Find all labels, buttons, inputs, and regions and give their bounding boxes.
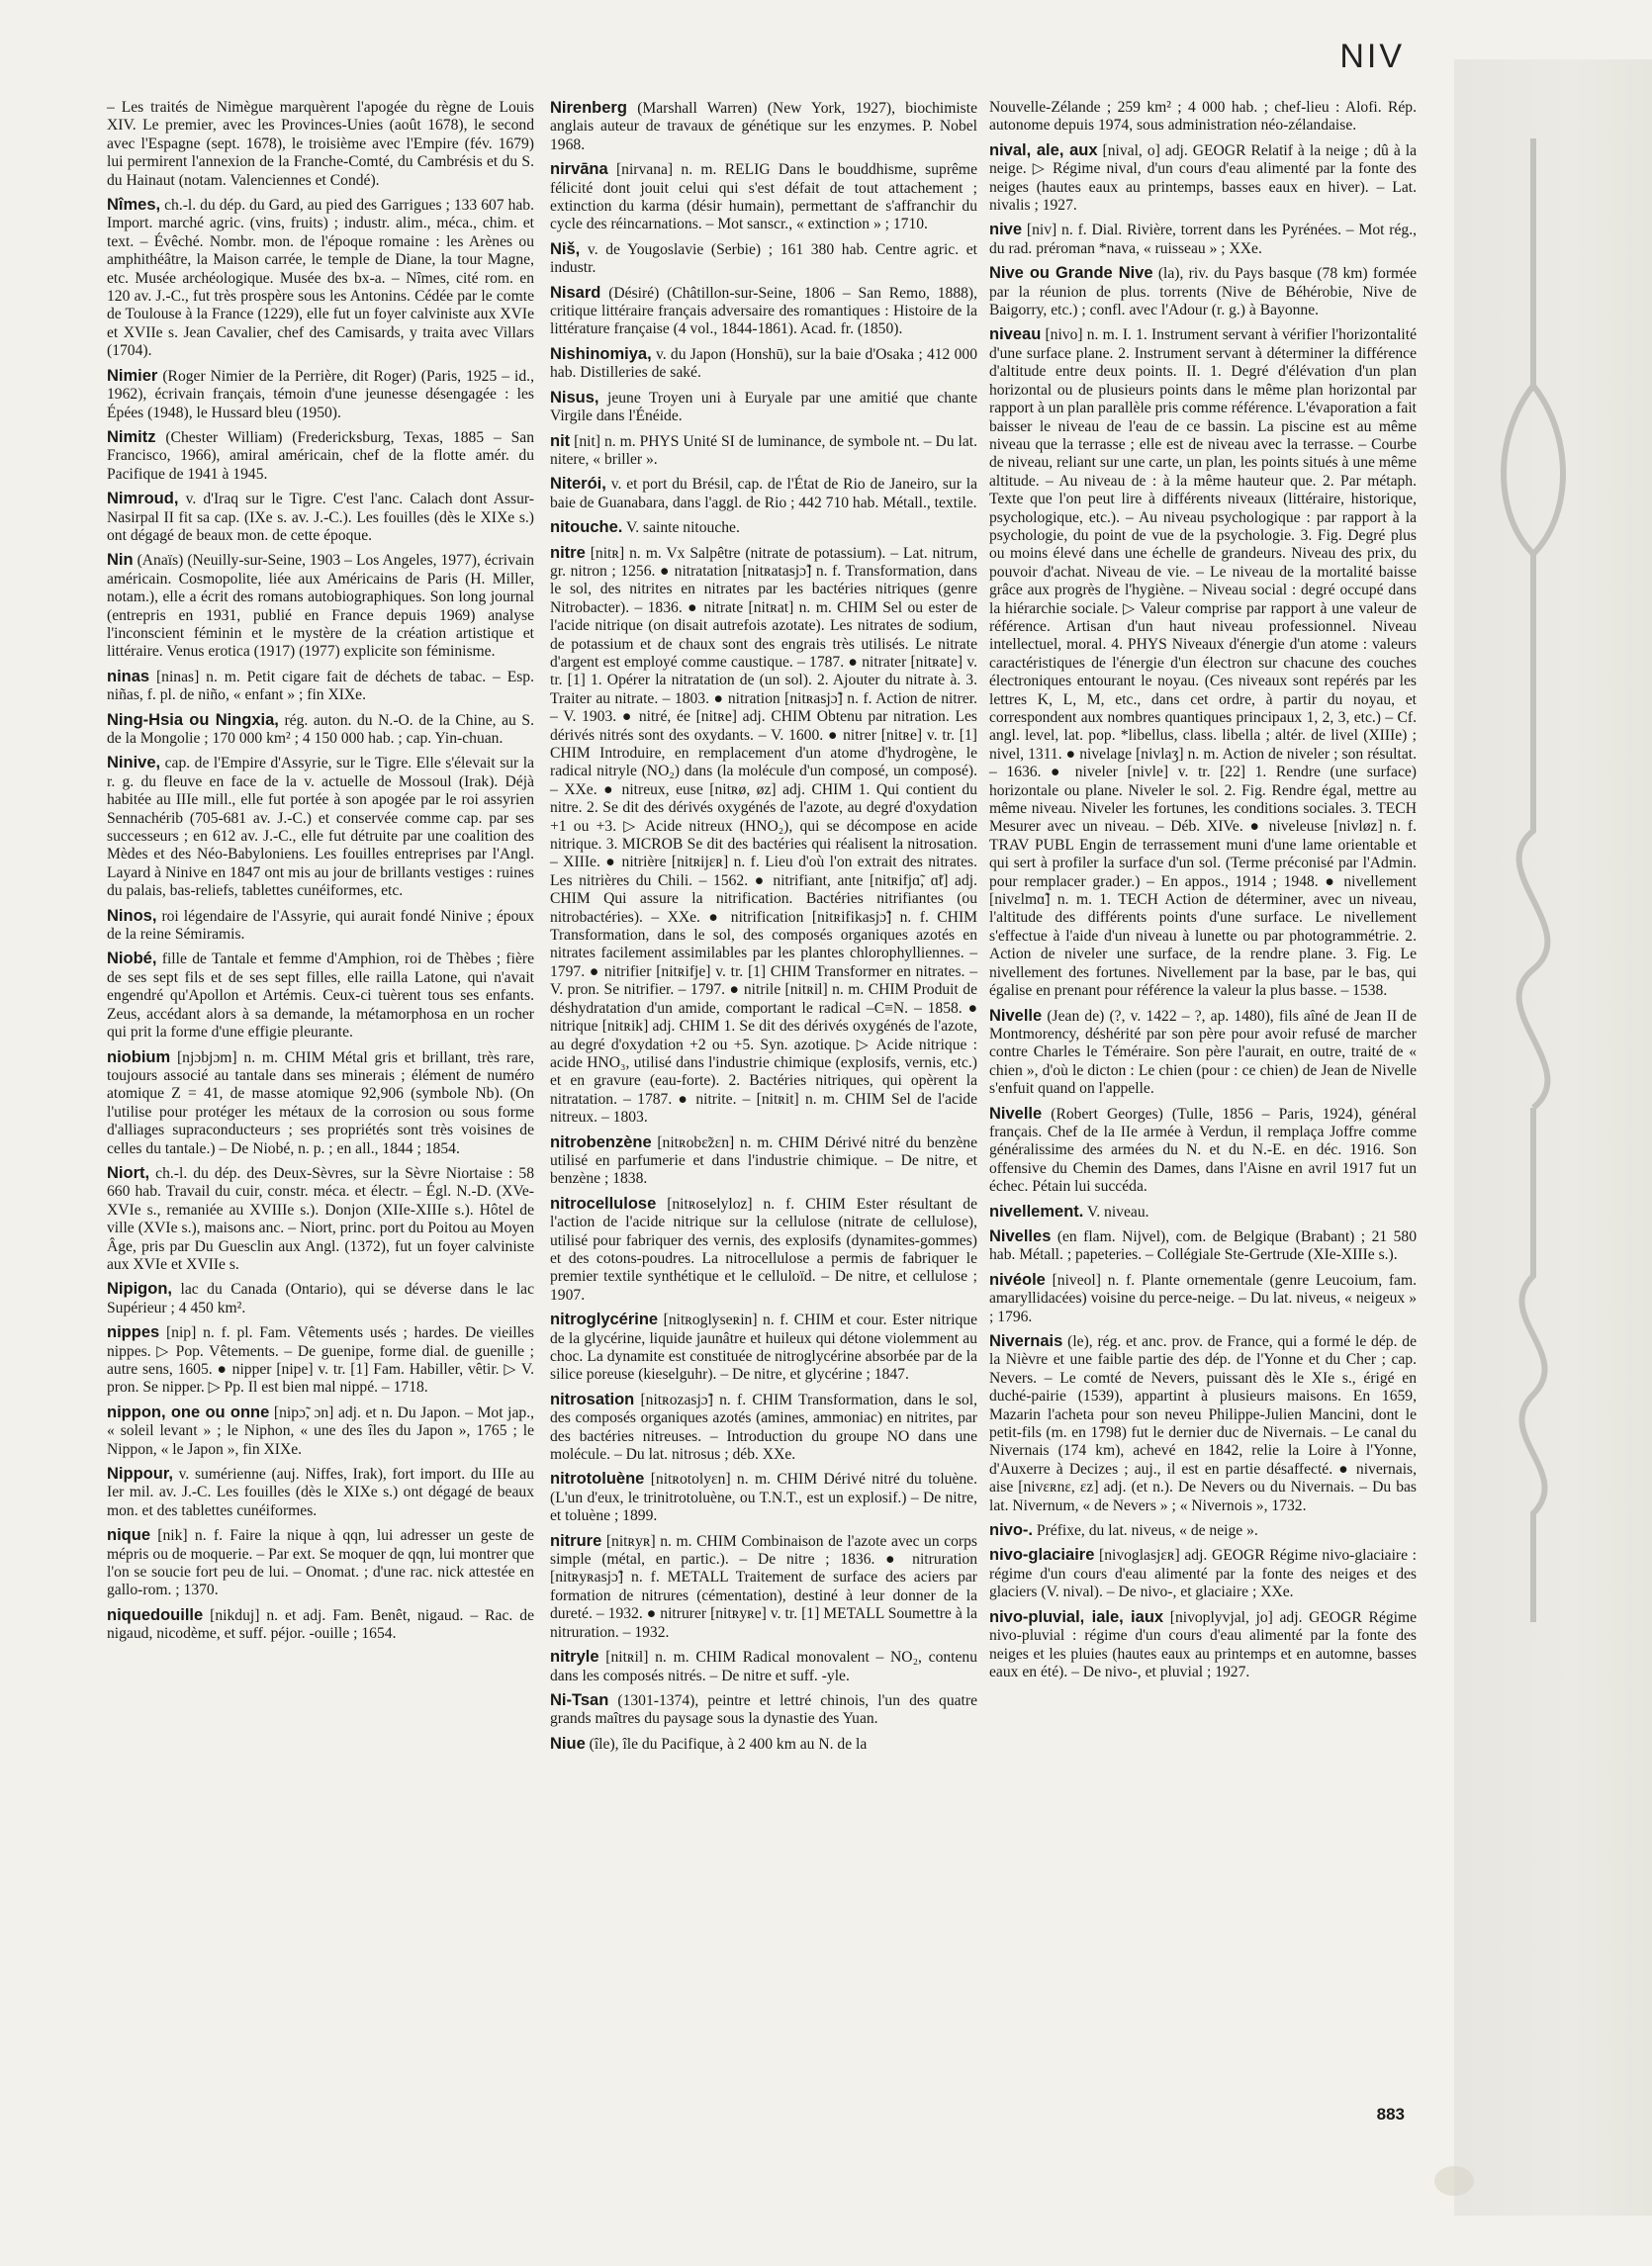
dictionary-entry — [550, 345, 977, 383]
dictionary-entry — [989, 1546, 1417, 1601]
entry-definition: V. niveau. — [1087, 1203, 1149, 1221]
entry-headword: Nisus, — [550, 388, 599, 407]
dictionary-entry — [989, 99, 1417, 136]
entry-definition: lac du Canada (Ontario), qui se déverse dans le lac Supérieur ; 4 450 km². — [107, 1281, 535, 1316]
entry-headword: Nirenberg — [550, 99, 627, 117]
dictionary-entry — [107, 1323, 534, 1398]
entry-headword: nique — [107, 1526, 150, 1545]
entry-definition: [nitʀil] n. m. CHIM Radical monovalent – NO₂, contenu dans les composés nitrés. – De nitre et suff. -yle. — [550, 1649, 978, 1684]
dictionary-entry — [107, 367, 534, 422]
dictionary-entry — [550, 160, 977, 234]
dictionary-entry — [107, 1280, 534, 1317]
entry-headword: Nippour, — [107, 1465, 173, 1484]
dictionary-entry — [989, 1608, 1417, 1682]
dictionary-entry — [989, 1007, 1417, 1099]
entry-definition: [niveol] n. f. Plante ornementale (genre Leucoium, fam. amaryllidacées) voisine du perce-neige. – Du lat. niveus, « neigeux » ; 1796. — [989, 1271, 1417, 1325]
entry-headword: nitrotoluène — [550, 1470, 645, 1489]
entry-definition: (île), île du Pacifique, à 2 400 km au N. de la — [589, 1735, 868, 1753]
dictionary-entry — [550, 1391, 977, 1465]
page-number: 883 — [1376, 2105, 1405, 2124]
entry-headword: nivéole — [989, 1270, 1046, 1289]
dictionary-entry — [107, 196, 534, 361]
dictionary-entry — [550, 432, 977, 470]
entry-headword: nitouche. — [550, 518, 623, 537]
entry-headword: nirvāna — [550, 160, 608, 179]
dictionary-entry — [550, 1735, 977, 1754]
entry-definition: [nitʀoselyloz] n. f. CHIM Ester résultant de l'action de l'acide nitrique sur la cellulose (nitrate de cellulose), utilisé pour fabriquer des vernis, des explosifs (dynamites-gommes) et des cotons-poudres. La nitrocellulose a permis de fabriquer le premier textile synthétique et le celluloïd. – De nitre, et cellulose ; 1907. — [550, 1195, 977, 1304]
entry-headword: nitre — [550, 543, 586, 562]
entry-headword: nitrocellulose — [550, 1194, 657, 1213]
dictionary-entry — [989, 1203, 1417, 1222]
entry-headword: Niobé, — [107, 950, 157, 968]
entry-definition: [nitʀyʀ] n. m. CHIM Combinaison de l'azote avec un corps simple (métal, en partic.). – De nitre ; 1836. ● nitruration [nitʀyʀasjɔ̃] n. f. METALL Traitement de surface des aciers par formation de nitrures (cémentation), destiné à leur donner de la dureté. – 1932. ● nitrurer [nitʀyʀe] v. tr. [1] METALL Soumettre à la nitruration. – 1932. — [550, 1532, 977, 1641]
entry-headword: Ninive, — [107, 754, 161, 772]
entry-definition: [nivo] n. m. I. 1. Instrument servant à vérifier l'horizontalité d'une surface plane. 2. Instrument servant à déterminer la différence d'altitude entre deux points. II. 1. Degré d'élévation d'un plan horizontal ou de plusieurs points dans le même plan horizontal par rapport à un plan parallèle pris comme référence. L'évaporation a fait baisser le niveau de l'eau de ce bassin. La piscine est au même niveau que la terrasse ; elle est de niveau avec la terrasse. – Courbe de niveau, reliant sur une carte, un plan, les points situés à une même altitude. – Au niveau de : à la même hauteur que. 2. Par métaph. Texte que l'on peut lire à différents niveaux (littéraire, historique, psychologique, etc.). – Au niveau psychologique : par rapport à la psychologie, du point de vue de la psychologie. 3. Fig. Degré plus ou moins élevé dans une échelle de grandeurs. Niveau des prix, du pouvoir d'achat. Niveau de vie. – Le niveau de la mortalité baisse grâce aux progrès de l'hygiène. – Niveau social : degré occupé dans la hiérarchie sociale. ▷ Valeur comprise par rapport à une valeur de référence. Artisan d'un haut niveau professionnel. Niveau intellectuel, moral. 4. PHYS Niveaux d'énergie d'un atome : valeurs caractéristiques de l'énergie d'un électron sur chacune des couches électroniques entourant le noyau. (Ces niveaux sont repérés par les lettres K, L, M, etc., dans cet ordre, à partir du noyau, et correspondent aux nombres quantiques principaux 1, 2, 3, etc.) – Cf. angl. level, lat. pop. *libellus, class. libella ; altér. de livel (XIIIe) ; nivel, 1311. ● nivelage [nivlaʒ] n. m. Action de niveler ; son résultat. – 1636. ● niveler [nivle] v. tr. [22] 1. Rendre (une surface) horizontale ou plane. Niveler le sol. 2. Fig. Rendre égal, mettre au même niveau. Niveler les fortunes, les conditions sociales. 3. TECH Mesurer avec un niveau. – Déb. XIVe. ● niveleuse [nivløz] n. f. TRAV PUBL Engin de terrassement muni d'une lame orientable et qui sert à profiler la surface d'un sol. (Terme préconisé par l'Admin. pour remplacer grader.) – En appos., 1914 ; 1948. ● nivellement [nivɛlmɑ̃] n. m. 1. TECH Action de déterminer, avec un niveau, l'altitude des différents points d'une surface. Le nivellement s'effectue à l'aide d'un niveau à lunette ou par photogrammétrie. 2. Action de niveler une surface, de la rendre plane. 3. Fig. Le nivellement des fortunes. Nivellement par la base, par le bas, qui égalise en prenant pour référence la valeur la plus basse. – 1538. — [989, 326, 1417, 1000]
entry-definition: ch.-l. du dép. des Deux-Sèvres, sur la Sèvre Niortaise : 58 660 hab. Travail du cuir, constr. méca. et électr. – Égl. N.-D. (XVe-XVIe s., remaniée au XVIIIe s.). Donjon (XIIe-XIIIe s.). Hôtel de ville (XVIe s.), maisons anc. – Niort, princ. port du Poitou au Moyen Âge, pris par Du Guesclin aux Angl. (1372), fut un foyer calviniste aux XVIe et XVIIe s. — [107, 1164, 534, 1273]
entry-definition: (en flam. Nijvel), com. de Belgique (Brabant) ; 21 580 hab. Métall. ; papeteries. – Collégiale Ste-Gertrude (XIe-XIIIe s.). — [989, 1227, 1417, 1264]
paper-stain — [1434, 2166, 1474, 2196]
entry-headword: Nipigon, — [107, 1280, 172, 1299]
dictionary-entry — [989, 1271, 1417, 1326]
entry-definition: (Chester William) (Fredericksburg, Texas, 1885 – San Francisco, 1966), amiral américain, chef de la flotte amér. du Pacifique de 1941 à 1945. — [107, 428, 534, 483]
entry-definition: [nivoglasjɛʀ] adj. GEOGR Régime nivo-glaciaire : régime d'un cours d'eau alimenté par la fonte des neiges et des glaciers (V. nival). – De nivo-, et glaciaire ; XXe. — [989, 1547, 1417, 1601]
entry-headword: nitrosation — [550, 1390, 635, 1408]
entry-definition: [nitʀozasjɔ̃] n. f. CHIM Transformation, dans le sol, des composés organiques azotés (amines, ammoniac) en nitrites, par des bactéries nitreuses. – Introduction du groupe NO dans une molécule. – Du lat. nitrosus ; déb. XXe. — [550, 1391, 977, 1464]
dictionary-entry — [550, 518, 977, 537]
dictionary-entry — [550, 1648, 977, 1685]
entry-headword: Nivelle — [989, 1104, 1043, 1123]
entry-headword: Nimier — [107, 366, 158, 385]
entry-definition: v. du Japon (Honshū), sur la baie d'Osaka ; 412 000 hab. Distilleries de saké. — [550, 345, 977, 382]
entry-definition: [nivoplyvjal, jo] adj. GEOGR Régime nivo-pluvial : régime d'un cours d'eau alimenté par la fonte des neiges et les pluies (hautes eaux au printemps et en automne, basses eaux en été). – De nivo-, et pluvial ; 1927. — [989, 1608, 1417, 1680]
dictionary-entry — [107, 950, 534, 1042]
dictionary-entry — [107, 428, 534, 484]
dictionary-entry — [550, 1311, 977, 1385]
dictionary-entry — [989, 221, 1417, 258]
entry-definition: (Roger Nimier de la Perrière, dit Roger) (Paris, 1925 – id., 1962), écrivain français, témoin d'une jeunesse désengagée : les Épées (1948), le Hussard bleu (1950). — [107, 367, 534, 421]
dictionary-entry — [107, 668, 534, 705]
dictionary-entry — [989, 1105, 1417, 1197]
entry-definition: [nitʀobɛ̃zɛn] n. m. CHIM Dérivé nitré du benzène utilisé en parfumerie et dans l'industrie chimique. – De nitre, et benzène ; 1838. — [550, 1133, 977, 1188]
dictionary-entry — [989, 1332, 1417, 1515]
entry-headword: nival, ale, aux — [989, 140, 1098, 159]
knot-illustration-icon — [1474, 138, 1593, 1622]
entry-definition: V. sainte nitouche. — [625, 519, 740, 537]
dictionary-entry — [989, 264, 1417, 319]
entry-headword: nit — [550, 431, 571, 450]
entry-headword: Ning-Hsia ou Ningxia, — [107, 710, 279, 729]
entry-headword: Nimroud, — [107, 490, 179, 508]
entry-headword: Niterói, — [550, 475, 606, 494]
entry-definition: [njɔbjɔm] n. m. CHIM Métal gris et brillant, très rare, toujours associé au tantale dans ses minerais ; élément de numéro atomique Z = 41, de masse atomique 92,906 (symbole Nb). (On l'utilise pour protéger les métaux de la corrosion ou sous forme d'alliages supraconducteurs ; ses propriétés sont très voisines de celles du tantale.) – De Niobé, n. p. ; en all., 1844 ; 1854. — [107, 1048, 534, 1157]
entry-definition: fille de Tantale et femme d'Amphion, roi de Thèbes ; fière de ses sept fils et de ses sept filles, elle railla Latone, qui n'avait engendré qu'Apollon et Artémis. Ceux-ci tuèrent tous ses enfants. Zeus, accédant alors à sa demande, la métamorphosa en un rocher qui prit la forme d'une effigie pleurante. — [107, 951, 534, 1042]
entry-headword: Nive ou Grande Nive — [989, 264, 1153, 283]
entry-definition: v. de Yougoslavie (Serbie) ; 161 380 hab. Centre agric. et industr. — [550, 240, 977, 277]
entry-headword: niobium — [107, 1047, 171, 1066]
entry-headword: nive — [989, 221, 1023, 239]
dictionary-column-1 — [107, 99, 534, 1650]
entry-headword: nitroglycérine — [550, 1311, 659, 1329]
entry-definition: [ninas] n. m. Petit cigare fait de déchets de tabac. – Esp. niñas, f. pl. de niño, « enfant » ; fin XIXe. — [107, 668, 535, 704]
entry-headword: Nivernais — [989, 1332, 1063, 1350]
entry-definition: Préfixe, du lat. niveus, « de neige ». — [1036, 1522, 1258, 1540]
dictionary-entry — [550, 1470, 977, 1525]
entry-definition: (Anaïs) (Neuilly-sur-Seine, 1903 – Los Angeles, 1977), écrivain américain. Cosmopolite, liée aux Américains de Paris (H. Miller, notam.), elle a écrit des romans autobiographiques. Son long journal (entrepris en 1931, publié en France depuis 1969) analyse l'inconscient féminin et le mystère de la création artistique et littéraire. Venus erotica (1917) (1977) explicite son féminisme. — [107, 552, 534, 661]
entry-definition: cap. de l'Empire d'Assyrie, sur le Tigre. Elle s'élevait sur la r. g. du fleuve en face de la v. actuelle de Mossoul (Irak). Déjà habitée au IIIe mill., elle fut portée à son apogée par le roi assyrien Sennachérib (705-681 av. J.-C.) et conservée comme cap. par ses successeurs ; en 612 av. J.-C., elle fut détruite par une coalition des Mèdes et des Néo-Babyloniens. Les fouilles entreprises par l'Angl. Layard à Ninive en 1847 ont mis au jour de brillants vestiges : ruines du palais, bas-reliefs, tablettes cunéiformes, etc. — [107, 755, 534, 900]
entry-headword: niveau — [989, 325, 1042, 344]
dictionary-entry — [107, 99, 534, 190]
dictionary-entry — [989, 1521, 1417, 1540]
dictionary-entry — [107, 1164, 534, 1274]
entry-headword: nitrure — [550, 1531, 602, 1550]
dictionary-entry — [550, 475, 977, 512]
dictionary-entry — [989, 141, 1417, 216]
dictionary-column-3 — [989, 99, 1417, 1687]
entry-definition: (Jean de) (?, v. 1422 – ?, ap. 1480), fils aîné de Jean II de Montmorency, déshérité par son père pour avoir refusé de marcher contre Charles le Téméraire. Son père l'aurait, en outre, traité de « chien », d'où le dicton : Le chien (pour : ce chien) de Jean de Nivelle s'enfuit quand on l'appelle. — [989, 1007, 1417, 1098]
entry-headword: Nivelles — [989, 1226, 1052, 1245]
entry-definition: – Les traités de Nimègue marquèrent l'apogée du règne de Louis XIV. Le premier, avec les Provinces-Unies (août 1678), le second avec l'Espagne (sept. 1678), le troisième avec l'Empire (fév. 1679) lui permirent l'annexion de la Franche-Comté, du Cambrésis et du S. du Hainaut (notam. Valenciennes et Condé). — [107, 99, 534, 189]
entry-headword: Ni-Tsan — [550, 1690, 609, 1709]
entry-definition: v. et port du Brésil, cap. de l'État de Rio de Janeiro, sur la baie de Guanabara, dans l'aggl. de Rio ; 442 710 hab. Métall., textile. — [550, 476, 977, 511]
dictionary-entry — [107, 490, 534, 545]
dictionary-entry — [107, 907, 534, 945]
entry-headword: ninas — [107, 667, 150, 685]
entry-definition: rég. auton. du N.-O. de la Chine, au S. de la Mongolie ; 170 000 km² ; 4 150 000 hab. ; cap. Yin-chuan. — [107, 711, 535, 747]
dictionary-entry — [107, 551, 534, 661]
entry-definition: [nitʀ] n. m. Vx Salpêtre (nitrate de potassium). – Lat. nitrum, gr. nitron ; 1256. ● nitratation [nitʀatasjɔ̃] n. f. Transformation, dans le sol, des nitrites en nitrates par les bactéries nitriques (genre Nitrobacter). – 1836. ● nitrate [nitʀat] n. m. CHIM Sel ou ester de l'acide nitrique (on disait autrefois azotate). Les nitrates de sodium, de potassium et de chaux sont des engrais très utilisés. Le nitrate d'argent est employé comme caustique. – 1787. ● nitrater [nitʀate] v. tr. [1] 1. Opérer la nitratation de (un sol). 2. Ajouter du nitrate à. 3. Traiter au nitrate. – 1803. ● nitration [nitʀasjɔ̃] n. f. Action de nitrer. – V. 1903. ● nitré, ée [nitʀe] adj. CHIM Obtenu par nitration. Les dérivés nitrés sont des oxydants. – V. 1600. ● nitrer [nitʀe] v. tr. [1] CHIM Introduire, en remplacement d'un atome d'hydrogène, le radical nitryle (NO₂) dans (la molécule d'un composé, un composé). – XXe. ● nitreux, euse [nitʀø, øz] adj. CHIM 1. Qui contient du nitre. 2. Se dit des dérivés oxygénés de l'azote, au degré d'oxydation +1 ou +3. ▷ Acide nitreux (HNO₂), qui se décompose en acide nitrique. 3. MICROB Se dit des bactéries qui réalisent la nitrosation. – XIIIe. ● nitrière [nitʀijɛʀ] n. f. Lieu d'où l'on extrait des nitrates. Les nitrières du Chili. – 1562. ● nitrifiant, ante [nitʀifjɑ̃, ɑ̃t] adj. CHIM Qui assure la nitrification. Bactéries nitrifiantes (ou nitrobactéries). – XXe. ● nitrification [nitʀifikasjɔ̃] n. f. CHIM Transformation, dans le sol, des composés organiques azotés en nitrates facilement assimilables par les plantes chlorophylliennes. – 1797. ● nitrifier [nitʀifje] v. tr. [1] CHIM Transformer en nitrates. – V. pron. Se nitrifier. – 1797. ● nitrile [nitʀil] n. m. CHIM Produit de déshydratation d'un amide, comportant le radical –C≡N. – 1858. ● nitrique [nitʀik] adj. CHIM 1. Se dit des dérivés oxygénés de l'azote, au degré d'oxydation +2 ou +5. Syn. azotique. ▷ Acide nitrique : acide HNO₃, utilisé dans l'industrie chimique (explosifs, vernis, etc.) et en gravure (eau-forte). 2. Bactéries nitriques, qui opèrent la nitratation. – 1787. ● nitrite. – [nitʀit] n. m. CHIM Sel de l'acide nitreux. – 1803. — [550, 544, 978, 1127]
entry-headword: Niš, — [550, 239, 581, 258]
entry-headword: Niue — [550, 1734, 586, 1753]
dictionary-entry — [107, 754, 534, 900]
dictionary-entry — [550, 389, 977, 426]
entry-definition: [nirvana] n. m. RELIG Dans le bouddhisme, suprême félicité dont jouit celui qui s'est défait de tout attachement ; extinction du karma (désir humain), permettant de s'affranchir du cycle des réincarnations. – Mot sanscr., « extinction » ; 1710. — [550, 161, 977, 233]
entry-headword: nivellement. — [989, 1202, 1084, 1221]
entry-definition: [nipɔ̃, ɔn] adj. et n. Du Japon. – Mot jap., « soleil levant » ; le Niphon, « une des îles du Japon », 1765 ; le Nippon, « le Japon », fin XIXe. — [107, 1404, 534, 1458]
dictionary-entry — [107, 1048, 534, 1158]
dictionary-entry — [550, 99, 977, 154]
entry-headword: nippon, one ou onne — [107, 1403, 270, 1421]
entry-headword: Ninos, — [107, 906, 157, 925]
dictionary-entry — [550, 240, 977, 278]
entry-definition: [nit] n. m. PHYS Unité SI de luminance, de symbole nt. – Du lat. nitere, « briller ». — [550, 432, 978, 468]
dictionary-entry — [550, 284, 977, 339]
entry-definition: v. d'Iraq sur le Tigre. C'est l'anc. Calach dont Assur-Nasirpal II fit sa cap. (IXe s. av. J.-C.). Les fouilles (dès le XIXe s.) ont dégagé de beaux mon. de cette époque. — [107, 491, 534, 544]
entry-headword: Nishinomiya, — [550, 344, 652, 363]
dictionary-entry — [550, 1691, 977, 1729]
entry-definition: (le), rég. et anc. prov. de France, qui a formé le dép. de la Nièvre et une faible partie des dép. de l'Yonne et du Cher ; cap. Nevers. – Le comté de Nevers, puissant dès le XIe s., érigé en duché-pairie (1539), appartint à plusieurs maisons. En 1659, Mazarin l'acheta pour son neveu Philippe-Julien Mancini, dont le petit-fils (m. en 1798) fut le dernier duc de Nivernais. – Le canal du Nivernais (174 km), achevé en 1842, relie la Loire à l'Yonne, d'Auxerre à Decizes ; auj., il est en partie désaffecté. ● nivernais, aise [nivɛʀnɛ, ɛz] adj. (et n.). De Nevers ou du Nivernais. – Du bas lat. Nivernum, « de Nevers » ; « Nivernois », 1732. — [989, 1333, 1417, 1514]
dictionary-entry — [550, 1133, 977, 1189]
entry-definition: [nitʀoglyseʀin] n. f. CHIM et cour. Ester nitrique de la glycérine, liquide jaunâtre et huileux qui détone violemment au choc. La dynamite est constituée de nitroglycérine absorbée par de la silice poreuse (kieselguhr). – De nitre, et glycérine ; 1847. — [550, 1312, 977, 1384]
entry-definition: (la), riv. du Pays basque (78 km) formée par la réunion de plus. torrents (Nive de Béhérobie, Nive de Baigorry, etc.) ; confl. avec l'Adour (r. g.) à Bayonne. — [989, 265, 1417, 319]
entry-definition: (1301-1374), peintre et lettré chinois, l'un des quatre grands maîtres du paysage sous la dynastie des Yuan. — [550, 1691, 977, 1728]
dictionary-entry — [989, 1227, 1417, 1265]
entry-definition: [nitʀotolyɛn] n. m. CHIM Dérivé nitré du toluène. (L'un d'eux, le trinitrotoluène, ou T.N.T., est un explosif.) – De nitre, et toluène ; 1899. — [550, 1471, 977, 1525]
entry-headword: Nimitz — [107, 427, 156, 446]
entry-definition: (Désiré) (Châtillon-sur-Seine, 1806 – San Remo, 1888), critique littéraire français adversaire des romantiques : Histoire de la littérature française (4 vol., 1844-1861). Acad. fr. (1850). — [550, 284, 977, 338]
entry-definition: v. sumérienne (auj. Niffes, Irak), fort import. du IIIe au Ier mil. av. J.-C. Les fouilles (dès le XIXe s.) ont dégagé de beaux mon. et des tablettes cunéiformes. — [107, 1466, 535, 1519]
entry-headword: Nivelle — [989, 1006, 1043, 1025]
entry-definition: [nik] n. f. Faire la nique à qqn, lui adresser un geste de mépris ou de moquerie. – Par ext. Se moquer de qqn, lui montrer que l'on se soucie fort peu de lui. – Onomat. ; d'une rac. nick attestée en gallo-rom. ; 1370. — [107, 1527, 534, 1599]
dictionary-entry — [107, 1404, 534, 1459]
entry-definition: (Robert Georges) (Tulle, 1856 – Paris, 1924), général français. Chef de la IIe armée à Verdun, il remplaça Joffre comme généralissime des armées du N. et du N.-E. en déc. 1916. Son offensive du Chemin des Dames, dans l'Aisne en avril 1917 fut un échec. Pétain lui succéda. — [989, 1105, 1417, 1196]
entry-definition: roi légendaire de l'Assyrie, qui aurait fondé Ninive ; époux de la reine Sémiramis. — [107, 907, 534, 944]
entry-definition: jeune Troyen uni à Euryale par une amitié que chante Virgile dans l'Énéide. — [550, 389, 977, 425]
entry-definition: (Marshall Warren) (New York, 1927), biochimiste anglais auteur de travaux de génétique sur les enzymes. P. Nobel 1968. — [550, 100, 977, 153]
dictionary-column-2 — [550, 99, 977, 1760]
entry-headword: niquedouille — [107, 1605, 204, 1624]
dictionary-entry — [107, 1465, 534, 1520]
dictionary-entry — [550, 544, 977, 1128]
entry-headword: nivo-pluvial, iale, iaux — [989, 1607, 1164, 1626]
entry-definition: [nip] n. f. pl. Fam. Vêtements usés ; hardes. De vieilles nippes. ▷ Pop. Vêtements. – De guenipe, forme dial. de guenille ; autre sens, 1605. ● nipper [nipe] v. tr. [1] Fam. Habiller, vêtir. ▷ V. pron. Se nipper. ▷ Pp. Il est bien mal nippé. – 1718. — [107, 1324, 535, 1397]
dictionary-entry — [107, 1526, 534, 1600]
entry-headword: Niort, — [107, 1163, 150, 1182]
entry-definition: ch.-l. du dép. du Gard, au pied des Garrigues ; 133 607 hab. Import. marché agric. (vins, fruits) ; industr. alim., méca., chim. et text. – Évêché. Nombr. mon. de l'époque romaine : les Arènes ou amphithéâtre, la Maison carrée, le temple de Diane, la tour Magne, etc. Musée archéologique. Musée des bx-a. – Nîmes, cité rom. en 120 av. J.-C., fut très prospère sous les Antonins. Cédée par le comte de Toulouse à la France (1229), elle fut un foyer calviniste aux XVIe et XVIIe s. Jean Cavalier, chef des Camisards, y traita avec Villars (1704). — [107, 197, 535, 360]
entry-headword: Nîmes, — [107, 196, 161, 215]
entry-definition: Nouvelle-Zélande ; 259 km² ; 4 000 hab. ; chef-lieu : Alofi. Rép. autonome depuis 1974, sous administration néo-zélandaise. — [989, 99, 1417, 135]
entry-headword: nippes — [107, 1323, 160, 1342]
dictionary-entry — [550, 1195, 977, 1305]
dictionary-entry — [107, 1606, 534, 1644]
running-head: NIV — [1339, 38, 1405, 75]
entry-headword: nitrobenzène — [550, 1133, 652, 1151]
entry-headword: Nin — [107, 551, 134, 570]
entry-headword: nitryle — [550, 1648, 599, 1667]
dictionary-entry — [107, 711, 534, 749]
dictionary-entry — [550, 1532, 977, 1642]
entry-definition: [niv] n. f. Dial. Rivière, torrent dans les Pyrénées. – Mot rég., du rad. préroman *nava, « ruisseau » ; XXe. — [989, 222, 1418, 257]
dictionary-entry — [989, 325, 1417, 1000]
entry-headword: nivo-. — [989, 1521, 1033, 1540]
entry-headword: Nisard — [550, 283, 601, 302]
entry-headword: nivo-glaciaire — [989, 1546, 1095, 1565]
entry-definition: [nikduj] n. et adj. Fam. Benêt, nigaud. – Rac. de nigaud, nicodème, et suff. péjor. -ouille ; 1654. — [107, 1606, 534, 1643]
entry-definition: [nival, o] adj. GEOGR Relatif à la neige ; dû à la neige. ▷ Régime nival, d'un cours d'eau alimenté par la fonte des neiges (hautes eaux au printemps, basses eaux en hiver). – Lat. nivalis ; 1927. — [989, 141, 1418, 215]
